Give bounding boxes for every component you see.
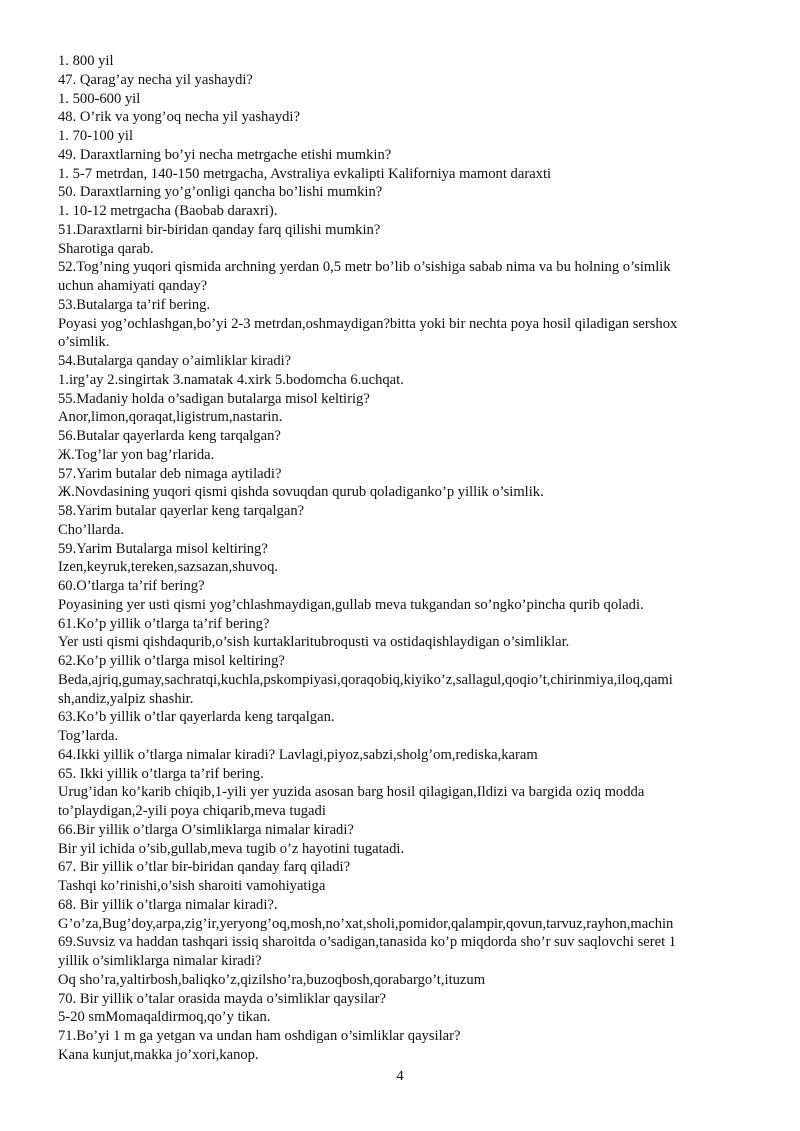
question-line: 66.Bir yillik o’tlarga O’simliklarga nimalar kiradi? <box>58 821 354 838</box>
question-line: 51.Daraxtlarni bir-biridan qanday farq qilishi mumkin? <box>58 221 381 238</box>
answer-line: 1. 10-12 metrgacha (Baobab daraxri). <box>58 203 278 219</box>
question-line: 56.Butalar qayerlarda keng tarqalgan? <box>58 428 281 444</box>
question-line: 52.Tog’ning yuqori qismida archning yerdan 0,5 metr bo’lib o’sishiga sabab nima va bu holning o’simlik <box>58 259 671 276</box>
text-line: 1. 800 yil <box>58 53 114 69</box>
question-line: 47. Qarag’ay necha yil yashaydi? <box>58 71 253 88</box>
question-line: 71.Bo’yi 1 m ga yetgan va undan ham oshdigan o’simliklar qaysilar? <box>58 1028 461 1044</box>
answer-line: Izen,keyruk,tereken,sazsazan,shuvoq. <box>58 559 279 576</box>
answer-line: Anor,limon,qoraqat,ligistrum,nastarin. <box>58 409 283 426</box>
question-line: 50. Daraxtlarning yo’g’onligi qancha bo’lishi mumkin? <box>58 184 383 201</box>
answer-line: Ж.Tog’lar yon bag’rlarida. <box>58 446 215 463</box>
answer-line: Oq sho’ra,yaltirbosh,baliqko’z,qizilsho’ra,buzoqbosh,qorabargo’t,ituzum <box>58 971 486 988</box>
question-line: 63.Ko’b yillik o’tlar qayerlarda keng tarqalgan. <box>58 709 335 726</box>
answer-line: 1. 500-600 yil <box>58 90 141 107</box>
question-line: 68. Bir yillik o’tlarga nimalar kiradi?. <box>58 896 278 913</box>
question-line: 58.Yarim butalar qayerlar keng tarqalgan? <box>58 503 305 519</box>
document-body <box>58 52 748 1065</box>
question-line: 65. Ikki yillik o’tlarga ta’rif bering. <box>58 765 264 782</box>
answer-line: Tog’larda. <box>58 728 119 744</box>
answer-line-cont: sh,andiz,yalpiz shashir. <box>58 690 194 707</box>
question-line: 70. Bir yillik o’talar orasida mayda o’simliklar qaysilar? <box>58 990 387 1007</box>
answer-line: Urug’idan ko’karib chiqib,1-yili yer yuzida asosan barg hosil qilagigan,Ildizi va bargida oziq modda <box>58 784 645 801</box>
answer-line: Sharotiga qarab. <box>58 240 154 257</box>
question-line: 48. O’rik va yong’oq necha yil yashaydi? <box>58 109 300 126</box>
answer-line: Yer usti qismi qishdaqurib,o’sish kurtaklaritubroqusti va ostidaqishlaydigan o’simliklar. <box>58 634 570 651</box>
answer-line: 1. 70-100 yil <box>58 128 133 144</box>
question-line: 67. Bir yillik o’tlar bir-biridan qanday farq qiladi? <box>58 859 351 876</box>
answer-line: 1.irg’ay 2.singirtak 3.namatak 4.xirk 5.bodomcha 6.uchqat. <box>58 371 404 388</box>
question-line: 55.Madaniy holda o’sadigan butalarga misol keltirig? <box>58 390 370 407</box>
question-line: 60.O’tlarga ta’rif bering? <box>58 578 205 594</box>
answer-line: Ж.Novdasining yuqori qismi qishda sovuqdan qurub qoladiganko’p yillik o’simlik. <box>58 484 544 501</box>
answer-line-cont: to’playdigan,2-yili poya chiqarib,meva tugadi <box>58 803 326 819</box>
answer-line: Cho’llarda. <box>58 521 125 538</box>
question-line-cont: yillik o’simliklarga nimalar kiradi? <box>58 953 262 969</box>
answer-line: 1. 5-7 metrdan, 140-150 metrgacha, Avstraliya evkalipti Kaliforniya mamont daraxti <box>58 165 552 182</box>
question-line: 59.Yarim Butalarga misol keltiring? <box>58 540 268 557</box>
question-line: 61.Ko’p yillik o’tlarga ta’rif bering? <box>58 615 270 632</box>
question-line: 62.Ko’p yillik o’tlarga misol keltiring? <box>58 653 285 669</box>
question-line: 54.Butalarga qanday o’aimliklar kiradi? <box>58 353 292 369</box>
question-line-cont: uchun ahamiyati qanday? <box>58 278 208 294</box>
answer-line: Beda,ajriq,gumay,sachratqi,kuchla,pskompiyasi,qoraqobiq,kiyiko’z,sallagul,qoqio’t,chirinmiya,iloq,qami <box>58 671 673 688</box>
question-line: 69.Suvsiz va haddan tashqari issiq sharoitda o’sadigan,tanasida ko’p miqdorda sho’r suv saqlovchi seret 1 <box>58 934 677 951</box>
answer-line-cont: o’simlik. <box>58 334 110 351</box>
question-line: 64.Ikki yillik o’tlarga nimalar kiradi? Lavlagi,piyoz,sabzi,sholg’om,rediska,karam <box>58 746 538 763</box>
answer-line: 5-20 smMomaqaldirmoq,qo’y tikan. <box>58 1009 271 1026</box>
question-line: 49. Daraxtlarning bo’yi necha metrgache etishi mumkin? <box>58 146 392 163</box>
answer-line: G’o’za,Bug’doy,arpa,zig’ir,yeryong’oq,mosh,no’xat,sholi,pomidor,qalampir,qovun,tarvuz,rayhon,machin <box>58 915 674 932</box>
question-line: 53.Butalarga ta’rif bering. <box>58 296 211 313</box>
answer-line: Tashqi ko’rinishi,o’sish sharoiti vamohiyatiga <box>58 878 326 894</box>
question-line: 57.Yarim butalar deb nimaga aytiladi? <box>58 465 282 482</box>
answer-line: Kana kunjut,makka jo’xori,kanop. <box>58 1046 259 1063</box>
answer-line: Bir yil ichida o’sib,gullab,meva tugib o’z hayotini tugatadi. <box>58 840 405 857</box>
page-number: 4 <box>396 1068 404 1084</box>
answer-line: Poyasi yog’ochlashgan,bo’yi 2-3 metrdan,oshmaydigan?bitta yoki bir nechta poya hosil qiladigan sershox <box>58 315 678 332</box>
answer-line: Poyasining yer usti qismi yog’chlashmaydigan,gullab meva tukgandan so’ngko’pincha qurib qoladi. <box>58 596 644 613</box>
